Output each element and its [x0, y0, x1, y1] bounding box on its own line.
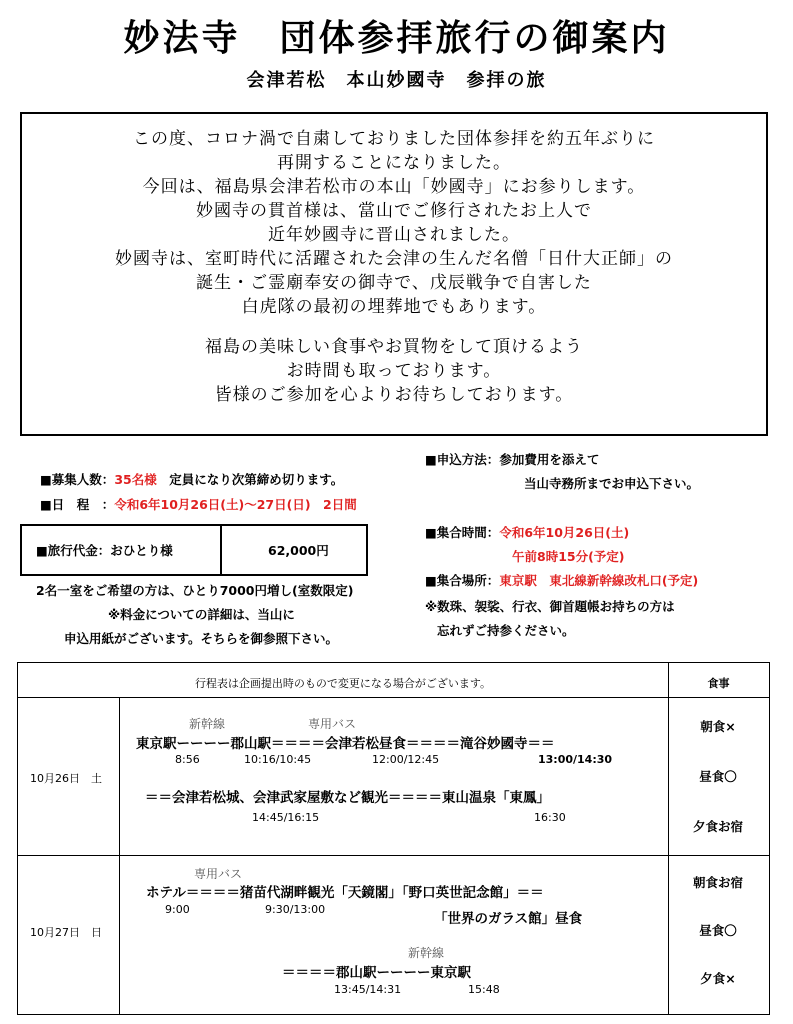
intro-line: 誕生・ご霊廟奉安の御寺で、戊辰戦争で自害した	[196, 273, 592, 293]
day2-route3: ＝＝＝＝郡山駅ーーーー東京駅	[282, 965, 471, 981]
table-divider	[119, 697, 120, 1014]
schedule-table	[17, 662, 770, 1015]
recruit-value: 35名様	[114, 472, 157, 487]
day2-route1: ホテル＝＝＝＝猪苗代湖畔観光「天鏡閣」「野口英世記念館」＝＝	[146, 885, 544, 901]
day1-time: 14:45/16:15	[252, 811, 320, 824]
table-divider	[668, 663, 669, 1014]
dates-info	[40, 495, 357, 513]
intro-box	[20, 112, 768, 436]
table-divider	[18, 697, 769, 698]
intro-line: 今回は、福島県会津若松市の本山「妙國寺」にお参りします。	[142, 177, 646, 197]
meeting-time-line1: 令和6年10月26日(土)	[499, 525, 630, 540]
day1-route1: 東京駅ーーーー郡山駅＝＝＝＝会津若松昼食＝＝＝＝滝谷妙國寺＝＝	[136, 736, 555, 752]
fee-label: ■旅行代金：おひとり様	[36, 543, 173, 558]
fee-value: 62,000円	[268, 543, 329, 558]
dates-label: ■日 程 ：	[40, 497, 115, 512]
intro-line: 近年妙國寺に晋山されました。	[268, 225, 520, 245]
day1-time: 10:16/10:45	[244, 753, 312, 766]
day2-meal-lunch: 昼食〇	[699, 923, 737, 938]
day2-transport-bus: 専用バス	[194, 867, 243, 881]
meeting-time-line2: 午前8時15分(予定)	[512, 549, 625, 564]
day2-date: 10月27日 日	[30, 926, 102, 939]
intro-line: 福島の美味しい食事やお買物をして頂けるよう	[205, 337, 583, 357]
day1-time: 12:00/12:45	[372, 753, 440, 766]
fee-note: 2名一室をご希望の方は、ひとり7000円増し(室数限定)	[36, 583, 354, 598]
page-title: 妙法寺 団体参拝旅行の御案内	[123, 17, 670, 59]
day1-meal-lunch: 昼食〇	[699, 769, 737, 784]
day1-meal-dinner: 夕食お宿	[692, 819, 743, 834]
fee-divider	[220, 526, 222, 574]
schedule-note: 行程表は企画提出時のもので変更になる場合がございます。	[194, 677, 492, 690]
intro-line: この度、コロナ渦で自粛しておりました団体参拝を約五年ぶりに	[133, 129, 655, 149]
meeting-time-label: ■集合時間：	[425, 525, 500, 540]
day1-meal-breakfast: 朝食×	[700, 719, 736, 734]
intro-line: お時間も取っております。	[286, 361, 502, 381]
day1-time: 16:30	[534, 811, 566, 824]
apply-line2: 当山寺務所までお申込下さい。	[524, 476, 700, 491]
intro-line: 皆様のご参加を心よりお待ちしております。	[214, 385, 574, 405]
dates-value: 令和6年10月26日(土)～27日(日) 2日間	[114, 497, 357, 512]
fee-note: 申込用紙がございます。そちらを御参照下さい。	[64, 631, 339, 646]
day2-time: 15:48	[468, 983, 500, 996]
meal-header: 食事	[707, 677, 730, 690]
day2-transport-shinkansen: 新幹線	[408, 946, 445, 960]
meeting-time-info	[425, 523, 629, 541]
day2-meal-dinner: 夕食×	[700, 971, 736, 986]
day2-route2: 「世界のガラス館」昼食	[434, 911, 583, 927]
intro-line: 妙國寺は、室町時代に活躍された会津の生んだ名僧「日什大正師」の	[115, 249, 673, 269]
fee-note: ※料金についての詳細は、当山に	[108, 607, 295, 622]
recruit-note: 定員になり次第締め切ります。	[156, 472, 344, 487]
intro-line: 白虎隊の最初の埋葬地でもあります。	[241, 297, 547, 317]
apply-info	[425, 450, 599, 468]
bring-note: ※数珠、袈裟、行衣、御首題帳お持ちの方は	[425, 599, 675, 614]
day2-meal-breakfast: 朝食お宿	[692, 875, 743, 890]
day1-transport-bus: 専用バス	[308, 717, 357, 731]
meeting-place-value: 東京駅 東北線新幹線改札口(予定)	[499, 573, 699, 588]
day2-time: 9:30/13:00	[265, 903, 326, 916]
day1-route2: ＝＝会津若松城、会津武家屋敷など観光＝＝＝＝東山温泉「東鳳」	[145, 790, 550, 806]
table-divider	[18, 855, 769, 856]
day2-time: 13:45/14:31	[334, 983, 402, 996]
bring-note: 忘れずご持参ください。	[437, 623, 575, 638]
apply-line1: 参加費用を添えて	[499, 452, 600, 467]
day1-time: 8:56	[175, 753, 200, 766]
page-subtitle: 会津若松 本山妙國寺 参拝の旅	[246, 70, 547, 91]
day1-date: 10月26日 土	[30, 772, 102, 785]
meeting-place-label: ■集合場所：	[425, 573, 500, 588]
intro-line: 再開することになりました。	[277, 153, 511, 173]
recruit-label: ■募集人数：	[40, 472, 115, 487]
fee-box	[20, 524, 368, 576]
recruit-info	[40, 470, 343, 488]
day2-time: 9:00	[165, 903, 190, 916]
apply-label: ■申込方法：	[425, 452, 500, 467]
intro-line: 妙國寺の貫首様は、當山でご修行されたお上人で	[196, 201, 592, 221]
meeting-place-info	[425, 571, 698, 589]
day1-transport-shinkansen: 新幹線	[189, 717, 226, 731]
day1-time: 13:00/14:30	[538, 753, 613, 766]
